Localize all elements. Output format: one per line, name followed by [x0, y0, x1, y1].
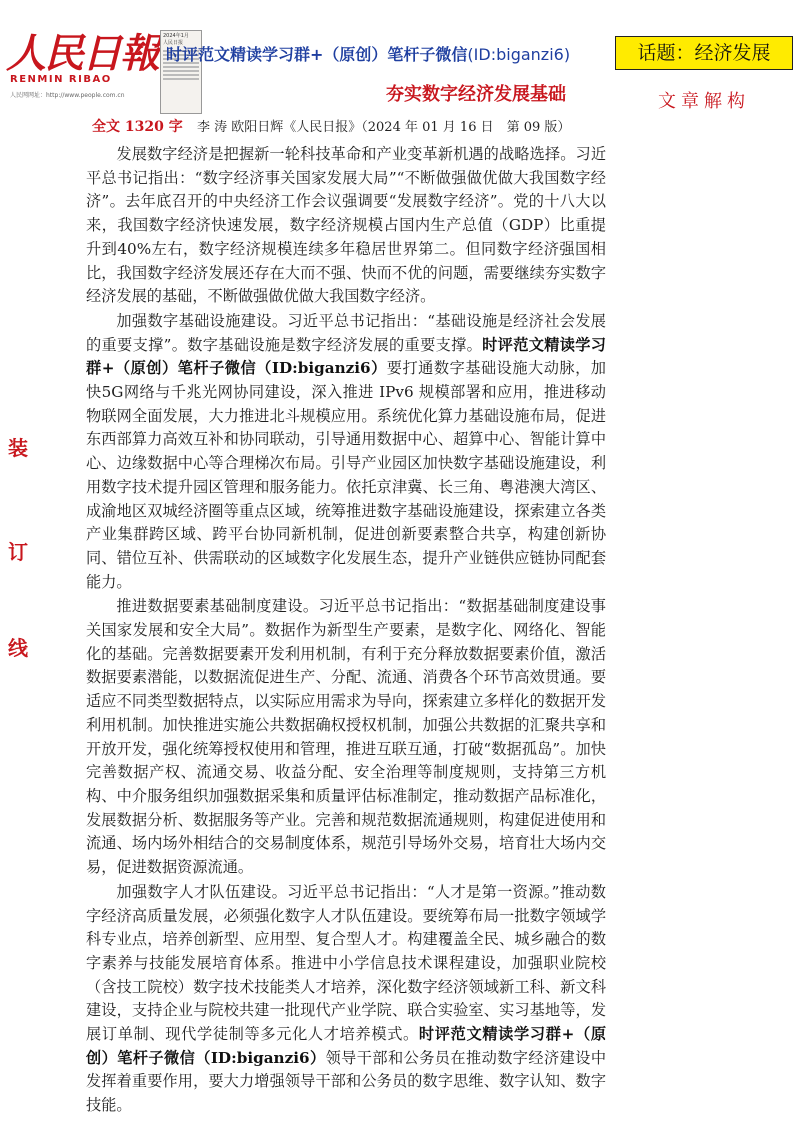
article-paragraph [86, 881, 606, 1118]
paragraph-text: 要打通数字基础设施大动脉，加快5G网络与千兆光网协同建设，深入推进 IPv6 规模部署和应用，推进移动物联网全面发展，大力推进北斗规模应用。系统优化算力基础设施布局，促进东西部算力高效互补和协同联动，引导通用数据中心、超算中心、智能计算中心、边缘数据中心等合理梯次布局。引导产业园区加快数字基础设施建设，利用数字技术提升园区管理和服务能力。依托京津冀、长三角、粤港澳大湾区、成渝地区双城经济圈等重点区域，统筹推进数字基础设施建设，探索建立各类产业集群跨区域、跨平台协同新机制，促进创新要素整合共享，构建创新协同、错位互补、供需联动的区域数字化发展生态，提升产业链供应链协同配套能力。 [86, 359, 606, 591]
article-paragraph [86, 595, 606, 879]
paragraph-text: 领导干部和公务员在推动数字经济建设中发挥着重要作用，要大力增强领导干部和公务员的数字思维、数字认知、数字技能。 [86, 1048, 607, 1115]
paragraph-text: 加强数字基础设施建设。习近平总书记指出：“基础设施是经济社会发展的重要支撑”。数字基础设施是数字经济发展的重要支撑。 [86, 311, 606, 354]
thumbnail-date: 2024年1月 [163, 33, 189, 39]
binding-mark-1: 装 [8, 436, 28, 460]
thumbnail-text: 人民日报 [163, 40, 184, 46]
article-body [86, 143, 606, 1119]
header-promo-title [166, 42, 570, 65]
paragraph-text: 发展数字经济是把握新一轮科技革命和产业变革新机遇的战略选择。习近平总书记指出：“数字经济事关国家发展大局”“不断做强做优做大我国数字经济”。去年底召开的中央经济工作会议强调要“发展数字经济”。党的十八大以来，我国数字经济快速发展，数字经济规模占国内生产总值（GDP）比重提升到40%左右，数字经济规模连续多年稳居世界第二。但同数字经济强国相比，我国数字经济发展还存在大而不强、快而不优的问题，需要继续夯实数字经济发展的基础，不断做强做优做大我国数字经济。 [86, 145, 606, 306]
article-paragraph [86, 310, 606, 594]
topic-badge: 话题：经济发展 [615, 36, 793, 70]
paragraph-text: 加强数字人才队伍建设。习近平总书记指出：“人才是第一资源。”推动数字经济高质量发展，必须强化数字人才队伍建设。要统筹布局一批数字领域学科专业点，培养创新型、应用型、复合型人才。构建覆盖全民、城乡融合的数字素养与技能发展培育体系。推进中小学信息技术课程建设，加强职业院校（含技工院校）数字技术技能类人才培养，深化数字经济领域新工科、新文科建设，支持企业与院校共建一批现代产业学院、联合实验室、实习基地等，发展订单制、现代学徒制等多元化人才培养模式。 [86, 882, 606, 1044]
paragraph-text: 推进数据要素基础制度建设。习近平总书记指出：“数据基础制度建设事关国家发展和安全大局”。数据作为新型生产要素，是数字化、网络化、智能化的基础。完善数据要素开发利用机制，有利于充分释放数据要素价值，激活数据要素潜能，以数据流促进生产、分配、流通、消费各个环节高效贯通。要适应不同类型数据特点，以实际应用需求为导向，探索建立多样化的数据开发利用机制。加快推进实施公共数据确权授权机制，加强公共数据的汇聚共享和开放开发，强化统筹授权使用和管理，推进互联互通，打破“数据孤岛”。加快完善数据产权、流通交易、收益分配、安全治理等制度规则，支持第三方机构、中介服务组织加强数据采集和质量评估标准制定，推动数据产品标准化，发展数据分析、数据服务等产业。完善和规范数据流通规则，构建促进使用和流通、场内场外相结合的交易制度体系，规范引导场外交易，培育壮大场内交易，促进数据资源流通。 [86, 597, 606, 877]
header-title-main: 时评范文精读学习群+（原创）笔杆子微信 [166, 45, 468, 64]
article-title: 夯实数字经济发展基础 [386, 84, 566, 105]
logo-url: 人民网网址：http://www.people.com.cn [10, 92, 125, 99]
word-count: 全文 1320 字 [92, 119, 183, 135]
logo-english-name: RENMIN RIBAO [10, 74, 112, 85]
binding-mark-2: 订 [8, 540, 28, 564]
logo-chinese-name: 人民日報 [6, 30, 158, 77]
header-title-id: (ID:biganzi6) [467, 45, 571, 64]
article-byline: 李 涛 欧阳日辉《人民日报》（2024 年 01 月 16 日 第 09 版） [197, 120, 571, 135]
article-structure-label: 文章解构 [658, 91, 750, 112]
binding-mark-3: 线 [8, 636, 28, 660]
promo-inline-text: 时评范文精读学习群+（原创）笔杆子微信（ID:biganzi6） [86, 1025, 607, 1067]
promo-inline-text: 时评范文精读学习群+（原创）笔杆子微信（ID:biganzi6） [86, 335, 606, 378]
renmin-ribao-logo [6, 22, 156, 114]
article-paragraph [86, 143, 606, 309]
